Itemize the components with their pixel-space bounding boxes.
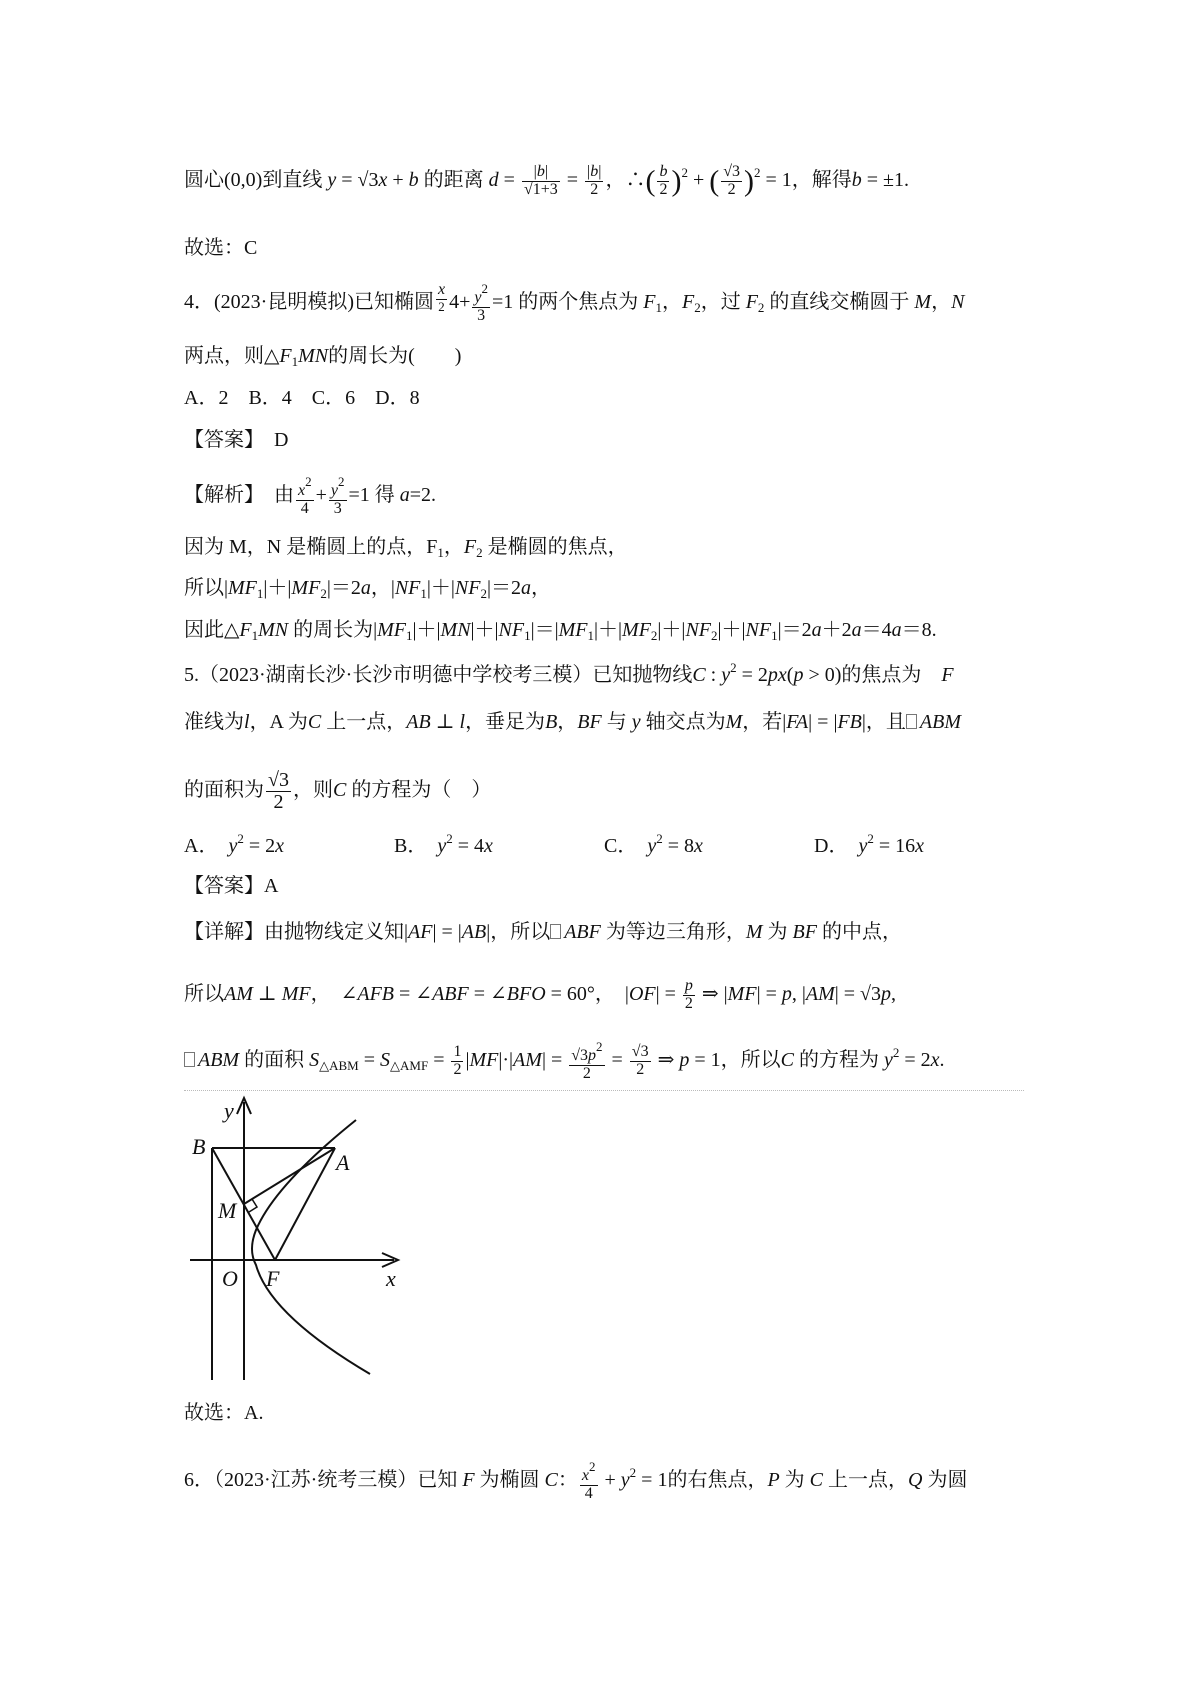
question-4-answer: 【答案】 D — [184, 429, 289, 451]
question-5-stem-area: 的面积为 $\frac{√3}{2}$ ，则C 的方程为（ ） — [184, 769, 492, 813]
question-4-so: 所以$|MF_1|+|MF_2|=2a$，$|NF_1|+|NF_2|=2a$， — [184, 577, 551, 601]
question-5-area: ABM 的面积 $S_{\triangle ABM} = S_{\triangle AMF}$ = $\frac{1}{2}$ |MF|·|AM| = $\frac{√3p^2}{2}$ = $\frac{√3}{2}$ ⇒ p = 1，所以C 的方程为 $y^2 = 2x$. — [184, 1040, 945, 1083]
question-5-choice: 故选：A. — [184, 1402, 264, 1424]
question-5-stem: 5.（2023·湖南长沙·长沙市明德中学校考三模）已知抛物线C : $y^2 = 2px(p > 0)$的焦点为 F — [184, 660, 954, 686]
question-5-angles: 所以AM ⊥ MF， ∠AFB = ∠ABF = ∠BFO = 60°， |OF| = $\frac{p}{2}$ ⇒ |MF| = p, |AM| = √3p, — [184, 977, 897, 1012]
question-5-detail: 【详解】由抛物线定义知|AF| = |AB|，所以 ABF 为等边三角形，M 为 BF 的中点， — [184, 921, 902, 943]
question-4-stem-cont: 两点，则$\triangle F_1MN$的周长为( ) — [184, 345, 462, 369]
option-d: D． $y^2 = 16x$ — [814, 831, 925, 857]
question-4-analysis: 【解析】 由 $\frac{x^2}{4}$ + $\frac{y^2}{3}$ =1 得 a=2. — [184, 474, 437, 517]
label-x: x — [386, 1266, 396, 1291]
question-5-answer: 【答案】A — [184, 875, 279, 897]
parabola-figure — [180, 1090, 410, 1390]
question-4-stem: 4．(2023·昆明模拟)已知椭圆 $\frac{x}{^2} 4+$ $\frac{y^2}{3}$ =1 的两个焦点为 $F_1$，$F_2$，过 $F_2$ 的直线交椭圆于 M，N — [184, 281, 965, 324]
label-y: y — [224, 1098, 234, 1123]
label-o: O — [222, 1266, 238, 1291]
missing-glyph-box — [550, 924, 561, 939]
option-a: A． $y^2 = 2x$ — [184, 831, 285, 857]
parabola-curve — [252, 1120, 370, 1374]
previous-choice: 故选：C — [184, 237, 258, 259]
question-4-options: A．2 B．4 C．6 D．8 — [184, 387, 420, 409]
missing-glyph-box — [184, 1052, 195, 1067]
question-5-stem-cont: 准线为l，A 为C 上一点，AB ⊥ l，垂足为B，BF 与 y 轴交点为M，若|FA| = |FB|，且 ABM — [184, 711, 961, 733]
label-f: F — [266, 1266, 280, 1291]
label-a: A — [336, 1150, 350, 1175]
question-4-because: 因为 M，N 是椭圆上的点，$F_1$，$F_2$ 是椭圆的焦点， — [184, 536, 628, 560]
missing-glyph-box — [906, 714, 917, 729]
question-6-stem: 6．（2023·江苏·统考三模）已知 F 为椭圆 C： $\frac{x^2}{4}$ + $y^2 = 1$的右焦点，P 为 C 上一点，Q 为圆 — [184, 1459, 968, 1502]
option-c: C． $y^2 = 8x$ — [604, 831, 703, 857]
label-b: B — [192, 1134, 206, 1159]
label-m: M — [218, 1198, 237, 1223]
solution-line-distance: 圆心(0,0)到直线 y = √3x + b 的距离 d = $\frac{|b|}{√1+3}$ = $\frac{|b|}{2}$ ，∴( $\frac{b}{2}$ )$^2$ + ( $\frac{√3}{2}$ )$^2$ = 1，解得b = ±1. — [184, 163, 910, 198]
question-4-therefore: 因此$\triangle F_1MN$ 的周长为$|MF_1|+|MN|+|NF_1|=|MF_1|+|MF_2|+|NF_2|+|NF_1|=2a+2a=4a=8$. — [184, 619, 937, 643]
option-b: B． $y^2 = 4x$ — [394, 831, 493, 857]
circle-center: (0,0) — [224, 168, 263, 191]
